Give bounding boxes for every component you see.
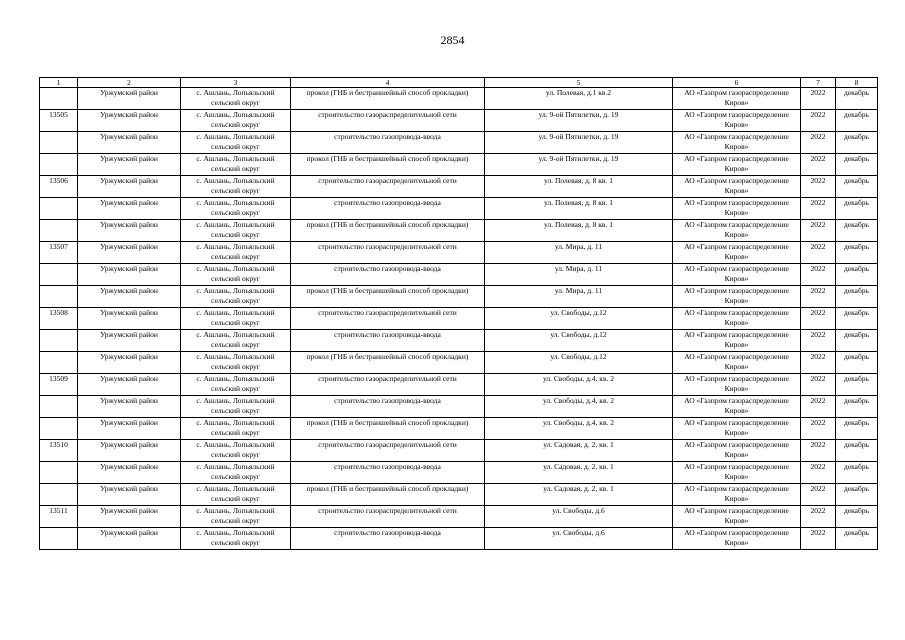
row-number-cell — [40, 396, 78, 418]
row-number-cell — [40, 132, 78, 154]
organization-cell: АО «Газпром газораспределение Киров» — [673, 528, 801, 550]
locality-cell: с. Ашлань, Лопьяльский сельский округ — [181, 242, 291, 264]
organization-cell: АО «Газпром газораспределение Киров» — [673, 396, 801, 418]
district-cell: Уржумский район — [78, 264, 181, 286]
year-cell: 2022 — [801, 528, 836, 550]
address-cell: ул. Свободы, д.4, кв. 2 — [485, 396, 673, 418]
year-cell: 2022 — [801, 352, 836, 374]
address-cell: ул. Полевая, д.1 кв.2 — [485, 88, 673, 110]
month-cell: декабрь — [836, 352, 878, 374]
locality-cell: с. Ашлань, Лопьяльский сельский округ — [181, 506, 291, 528]
locality-cell: с. Ашлань, Лопьяльский сельский округ — [181, 418, 291, 440]
table-row — [40, 462, 878, 484]
address-cell: ул. Полевая, д. 8 кв. 1 — [485, 198, 673, 220]
address-cell: ул. Свободы, д.4, кв. 2 — [485, 418, 673, 440]
address-cell: ул. Свободы, д.4, кв. 2 — [485, 374, 673, 396]
work-type-cell: прокол (ГНБ и бестраншейный способ прокладки) — [291, 352, 485, 374]
work-type-cell: строительство газораспределительной сети — [291, 506, 485, 528]
locality-cell: с. Ашлань, Лопьяльский сельский округ — [181, 220, 291, 242]
table-row — [40, 286, 878, 308]
district-cell: Уржумский район — [78, 506, 181, 528]
district-cell: Уржумский район — [78, 220, 181, 242]
year-cell: 2022 — [801, 308, 836, 330]
column-header: 3 — [181, 78, 291, 88]
table-row — [40, 352, 878, 374]
address-cell: ул. Свободы, д.12 — [485, 352, 673, 374]
year-cell: 2022 — [801, 462, 836, 484]
address-cell: ул. Полевая, д. 8 кв. 1 — [485, 176, 673, 198]
month-cell: декабрь — [836, 154, 878, 176]
column-header: 2 — [78, 78, 181, 88]
district-cell: Уржумский район — [78, 308, 181, 330]
year-cell: 2022 — [801, 110, 836, 132]
row-number-cell — [40, 528, 78, 550]
table-row — [40, 440, 878, 462]
row-number-cell — [40, 418, 78, 440]
year-cell: 2022 — [801, 154, 836, 176]
column-header: 1 — [40, 78, 78, 88]
year-cell: 2022 — [801, 264, 836, 286]
month-cell: декабрь — [836, 484, 878, 506]
row-number-cell — [40, 286, 78, 308]
table-row — [40, 506, 878, 528]
row-number-cell — [40, 484, 78, 506]
address-cell: ул. Садовая, д. 2, кв. 1 — [485, 440, 673, 462]
organization-cell: АО «Газпром газораспределение Киров» — [673, 308, 801, 330]
district-cell: Уржумский район — [78, 154, 181, 176]
work-type-cell: строительство газопровода-ввода — [291, 528, 485, 550]
year-cell: 2022 — [801, 242, 836, 264]
table-row — [40, 242, 878, 264]
organization-cell: АО «Газпром газораспределение Киров» — [673, 484, 801, 506]
district-cell: Уржумский район — [78, 198, 181, 220]
district-cell: Уржумский район — [78, 286, 181, 308]
district-cell: Уржумский район — [78, 330, 181, 352]
organization-cell: АО «Газпром газораспределение Киров» — [673, 286, 801, 308]
column-header: 5 — [485, 78, 673, 88]
district-cell: Уржумский район — [78, 110, 181, 132]
column-header: 4 — [291, 78, 485, 88]
organization-cell: АО «Газпром газораспределение Киров» — [673, 374, 801, 396]
year-cell: 2022 — [801, 418, 836, 440]
month-cell: декабрь — [836, 132, 878, 154]
address-cell: ул. Свободы, д.6 — [485, 506, 673, 528]
table-row — [40, 88, 878, 110]
organization-cell: АО «Газпром газораспределение Киров» — [673, 352, 801, 374]
locality-cell: с. Ашлань, Лопьяльский сельский округ — [181, 352, 291, 374]
district-cell: Уржумский район — [78, 352, 181, 374]
month-cell: декабрь — [836, 176, 878, 198]
year-cell: 2022 — [801, 506, 836, 528]
table-row — [40, 330, 878, 352]
month-cell: декабрь — [836, 528, 878, 550]
work-type-cell: строительство газораспределительной сети — [291, 440, 485, 462]
locality-cell: с. Ашлань, Лопьяльский сельский округ — [181, 88, 291, 110]
table-row — [40, 176, 878, 198]
work-type-cell: строительство газораспределительной сети — [291, 176, 485, 198]
district-cell: Уржумский район — [78, 484, 181, 506]
row-number-cell — [40, 88, 78, 110]
work-type-cell: строительство газораспределительной сети — [291, 374, 485, 396]
organization-cell: АО «Газпром газораспределение Киров» — [673, 506, 801, 528]
row-number-cell — [40, 198, 78, 220]
table-row — [40, 374, 878, 396]
row-number-cell — [40, 330, 78, 352]
row-number-cell — [40, 264, 78, 286]
organization-cell: АО «Газпром газораспределение Киров» — [673, 198, 801, 220]
year-cell: 2022 — [801, 396, 836, 418]
row-number-cell: 13511 — [40, 506, 78, 528]
address-cell: ул. Мира, д. 11 — [485, 242, 673, 264]
month-cell: декабрь — [836, 220, 878, 242]
table-row — [40, 132, 878, 154]
work-type-cell: прокол (ГНБ и бестраншейный способ прокладки) — [291, 220, 485, 242]
locality-cell: с. Ашлань, Лопьяльский сельский округ — [181, 110, 291, 132]
month-cell: декабрь — [836, 286, 878, 308]
address-cell: ул. Мира, д. 11 — [485, 286, 673, 308]
district-cell: Уржумский район — [78, 88, 181, 110]
district-cell: Уржумский район — [78, 462, 181, 484]
table-row — [40, 198, 878, 220]
locality-cell: с. Ашлань, Лопьяльский сельский округ — [181, 330, 291, 352]
work-type-cell: прокол (ГНБ и бестраншейный способ прокладки) — [291, 286, 485, 308]
month-cell: декабрь — [836, 88, 878, 110]
work-type-cell: прокол (ГНБ и бестраншейный способ прокладки) — [291, 484, 485, 506]
work-type-cell: прокол (ГНБ и бестраншейный способ прокладки) — [291, 88, 485, 110]
organization-cell: АО «Газпром газораспределение Киров» — [673, 462, 801, 484]
month-cell: декабрь — [836, 374, 878, 396]
organization-cell: АО «Газпром газораспределение Киров» — [673, 110, 801, 132]
district-cell: Уржумский район — [78, 528, 181, 550]
month-cell: декабрь — [836, 418, 878, 440]
district-cell: Уржумский район — [78, 440, 181, 462]
month-cell: декабрь — [836, 462, 878, 484]
district-cell: Уржумский район — [78, 418, 181, 440]
month-cell: декабрь — [836, 440, 878, 462]
row-number-cell: 13507 — [40, 242, 78, 264]
locality-cell: с. Ашлань, Лопьяльский сельский округ — [181, 396, 291, 418]
address-cell: ул. 9-ой Пятилетки, д. 19 — [485, 132, 673, 154]
table-row — [40, 154, 878, 176]
organization-cell: АО «Газпром газораспределение Киров» — [673, 440, 801, 462]
year-cell: 2022 — [801, 286, 836, 308]
organization-cell: АО «Газпром газораспределение Киров» — [673, 330, 801, 352]
locality-cell: с. Ашлань, Лопьяльский сельский округ — [181, 286, 291, 308]
year-cell: 2022 — [801, 220, 836, 242]
month-cell: декабрь — [836, 308, 878, 330]
month-cell: декабрь — [836, 242, 878, 264]
address-cell: ул. 9-ой Пятилетки, д. 19 — [485, 110, 673, 132]
address-cell: ул. Свободы, д.12 — [485, 308, 673, 330]
locality-cell: с. Ашлань, Лопьяльский сельский округ — [181, 528, 291, 550]
district-cell: Уржумский район — [78, 132, 181, 154]
locality-cell: с. Ашлань, Лопьяльский сельский округ — [181, 198, 291, 220]
locality-cell: с. Ашлань, Лопьяльский сельский округ — [181, 176, 291, 198]
work-type-cell: строительство газораспределительной сети — [291, 110, 485, 132]
organization-cell: АО «Газпром газораспределение Киров» — [673, 264, 801, 286]
organization-cell: АО «Газпром газораспределение Киров» — [673, 154, 801, 176]
organization-cell: АО «Газпром газораспределение Киров» — [673, 176, 801, 198]
work-type-cell: строительство газопровода-ввода — [291, 264, 485, 286]
month-cell: декабрь — [836, 330, 878, 352]
year-cell: 2022 — [801, 484, 836, 506]
table-row — [40, 110, 878, 132]
locality-cell: с. Ашлань, Лопьяльский сельский округ — [181, 308, 291, 330]
table-row — [40, 528, 878, 550]
work-type-cell: строительство газораспределительной сети — [291, 242, 485, 264]
year-cell: 2022 — [801, 374, 836, 396]
row-number-cell: 13509 — [40, 374, 78, 396]
table-row — [40, 264, 878, 286]
month-cell: декабрь — [836, 506, 878, 528]
work-type-cell: прокол (ГНБ и бестраншейный способ прокладки) — [291, 418, 485, 440]
work-type-cell: строительство газораспределительной сети — [291, 308, 485, 330]
address-cell: ул. Свободы, д.6 — [485, 528, 673, 550]
work-type-cell: строительство газопровода-ввода — [291, 132, 485, 154]
district-cell: Уржумский район — [78, 242, 181, 264]
table-row — [40, 396, 878, 418]
organization-cell: АО «Газпром газораспределение Киров» — [673, 88, 801, 110]
organization-cell: АО «Газпром газораспределение Киров» — [673, 418, 801, 440]
table-row — [40, 220, 878, 242]
month-cell: декабрь — [836, 110, 878, 132]
locality-cell: с. Ашлань, Лопьяльский сельский округ — [181, 374, 291, 396]
year-cell: 2022 — [801, 198, 836, 220]
locality-cell: с. Ашлань, Лопьяльский сельский округ — [181, 264, 291, 286]
table-row — [40, 308, 878, 330]
column-header: 8 — [836, 78, 878, 88]
year-cell: 2022 — [801, 176, 836, 198]
row-number-cell — [40, 154, 78, 176]
row-number-cell: 13505 — [40, 110, 78, 132]
row-number-cell — [40, 352, 78, 374]
work-type-cell: строительство газопровода-ввода — [291, 330, 485, 352]
locality-cell: с. Ашлань, Лопьяльский сельский округ — [181, 484, 291, 506]
locality-cell: с. Ашлань, Лопьяльский сельский округ — [181, 440, 291, 462]
page-number: 2854 — [440, 33, 465, 47]
district-cell: Уржумский район — [78, 396, 181, 418]
work-type-cell: строительство газопровода-ввода — [291, 198, 485, 220]
table-row — [40, 484, 878, 506]
month-cell: декабрь — [836, 264, 878, 286]
address-cell: ул. Свободы, д.12 — [485, 330, 673, 352]
table-header-row — [40, 78, 878, 88]
month-cell: декабрь — [836, 396, 878, 418]
month-cell: декабрь — [836, 198, 878, 220]
table-body — [40, 88, 878, 550]
year-cell: 2022 — [801, 88, 836, 110]
address-cell: ул. Мира, д. 11 — [485, 264, 673, 286]
table-row — [40, 418, 878, 440]
column-header: 6 — [673, 78, 801, 88]
address-cell: ул. 9-ой Пятилетки, д. 19 — [485, 154, 673, 176]
work-type-cell: строительство газопровода-ввода — [291, 462, 485, 484]
organization-cell: АО «Газпром газораспределение Киров» — [673, 132, 801, 154]
district-cell: Уржумский район — [78, 374, 181, 396]
document-table — [39, 77, 878, 550]
work-type-cell: прокол (ГНБ и бестраншейный способ прокладки) — [291, 154, 485, 176]
year-cell: 2022 — [801, 330, 836, 352]
address-cell: ул. Садовая, д. 2, кв. 1 — [485, 484, 673, 506]
locality-cell: с. Ашлань, Лопьяльский сельский округ — [181, 462, 291, 484]
row-number-cell: 13508 — [40, 308, 78, 330]
locality-cell: с. Ашлань, Лопьяльский сельский округ — [181, 132, 291, 154]
row-number-cell: 13506 — [40, 176, 78, 198]
district-cell: Уржумский район — [78, 176, 181, 198]
year-cell: 2022 — [801, 132, 836, 154]
organization-cell: АО «Газпром газораспределение Киров» — [673, 242, 801, 264]
row-number-cell — [40, 220, 78, 242]
column-header: 7 — [801, 78, 836, 88]
row-number-cell: 13510 — [40, 440, 78, 462]
organization-cell: АО «Газпром газораспределение Киров» — [673, 220, 801, 242]
work-type-cell: строительство газопровода-ввода — [291, 396, 485, 418]
address-cell: ул. Полевая, д. 8 кв. 1 — [485, 220, 673, 242]
address-cell: ул. Садовая, д. 2, кв. 1 — [485, 462, 673, 484]
year-cell: 2022 — [801, 440, 836, 462]
locality-cell: с. Ашлань, Лопьяльский сельский округ — [181, 154, 291, 176]
row-number-cell — [40, 462, 78, 484]
